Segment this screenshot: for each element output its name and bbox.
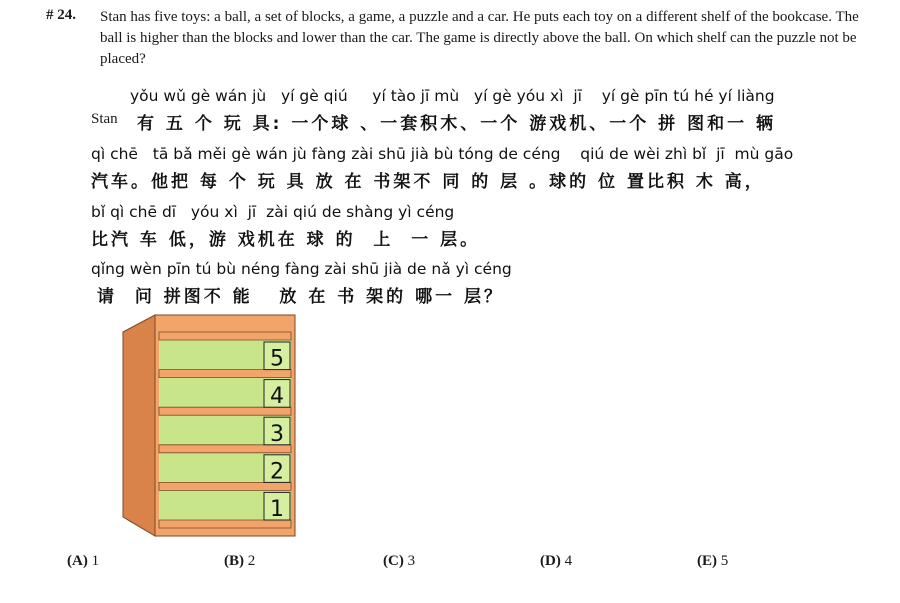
- answer-choices: [0, 553, 900, 577]
- answer-b[interactable]: (B) 2: [224, 553, 256, 569]
- pinyin-line-3: bǐ qì chē dī yóu xì jī zài qiú de shàng yì céng: [91, 203, 455, 221]
- answer-a[interactable]: (A) 1: [67, 553, 100, 569]
- question-text: Stan has five toys: a ball, a set of blocks, a game, a puzzle and a car. He puts each toy on a different shelf of the bookcase. The ball is higher than the blocks and lower than the car. The game is directly above the ball. On which shelf can the puzzle not be placed?: [100, 9, 859, 67]
- answer-d[interactable]: (D) 4: [540, 553, 573, 569]
- shelf-number-4: 4: [270, 384, 284, 410]
- question-number: # 24.: [46, 7, 76, 23]
- bookcase-figure: [115, 312, 305, 540]
- hanzi-line-2: 汽车。他把 每 个 玩 具 放 在 书架不 同 的 层 。球的 位 置比积 木 高，: [91, 172, 765, 192]
- bookcase-side-panel: [123, 315, 155, 536]
- shelf-number-3: 3: [270, 421, 284, 447]
- shelf-number-2: 2: [270, 459, 284, 485]
- stan-label: Stan: [91, 111, 118, 127]
- shelf-board: [159, 332, 291, 340]
- answer-c[interactable]: (C) 3: [383, 553, 416, 569]
- answer-e[interactable]: (E) 5: [697, 553, 729, 569]
- pinyin-line-1: yǒu wǔ gè wán jù yí gè qiú yí tào jī mù yí gè yóu xì jī yí gè pīn tú hé yí liàng: [130, 87, 775, 105]
- pinyin-line-2: qì chē tā bǎ měi gè wán jù fàng zài shū jià bù tóng de céng qiú de wèi zhì bǐ jī mù gāo: [91, 145, 794, 163]
- shelf-number-1: 1: [270, 497, 284, 522]
- hanzi-line-3: 比汽 车 低，游 戏机在 球 的 上 一 层。: [91, 230, 481, 250]
- pinyin-line-4: qǐng wèn pīn tú bù néng fàng zài shū jià de nǎ yì céng: [91, 260, 512, 278]
- shelf-number-5: 5: [270, 346, 284, 372]
- hanzi-line-4: 请 问 拼图不 能 放 在 书 架的 哪一 层？: [97, 287, 505, 307]
- hanzi-line-1: 有 五 个 玩 具: 一个球 、一套积木、一个 游戏机、一个 拼 图和一 辆: [137, 114, 776, 134]
- bookcase-shelf-labels: [264, 342, 290, 522]
